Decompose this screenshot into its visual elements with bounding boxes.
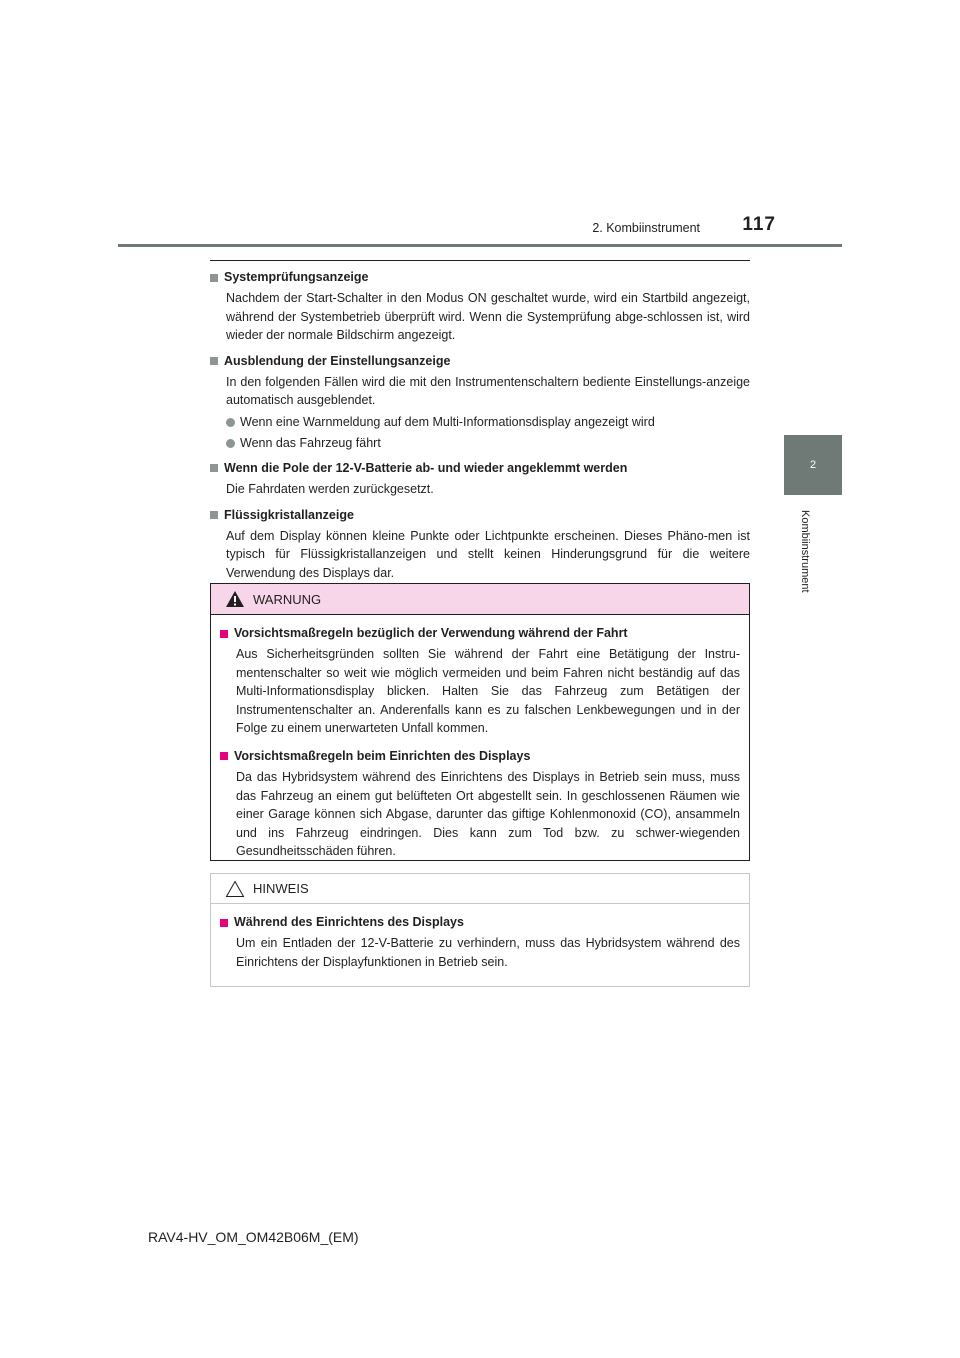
section-text: Die Fahrdaten werden zurückgesetzt. <box>226 481 434 496</box>
chapter-number: 2 <box>809 459 817 471</box>
square-bullet-icon <box>220 630 228 638</box>
page-number: 117 <box>742 214 776 235</box>
square-bullet-icon <box>210 357 218 365</box>
warning-item-heading: Vorsichtsmaßregeln beim Einrichten des Displays <box>220 748 740 765</box>
warning-header <box>211 584 749 615</box>
note-body <box>211 914 749 971</box>
warning-item-heading: Vorsichtsmaßregeln bezüglich der Verwendung während der Fahrt <box>220 625 740 642</box>
section-heading: Wenn die Pole der 12-V-Batterie ab- und wieder angeklemmt werden <box>210 460 750 477</box>
section-title: 2. Kombiinstrument <box>592 221 700 235</box>
section-heading: Systemprüfungsanzeige <box>210 269 750 286</box>
circle-bullet-icon <box>226 418 235 427</box>
warning-triangle-icon <box>225 590 245 608</box>
chapter-tab <box>784 435 842 495</box>
section-heading: Flüssigkristallanzeige <box>210 507 750 524</box>
note-header <box>211 874 749 904</box>
circle-bullet-icon <box>226 439 235 448</box>
warning-item-text: Da das Hybridsystem während des Einrichtens des Displays in Betrieb sein muss, muss das Fahrzeug an einem gut belüfteten Ort abgestellt sein. In geschlossenen Räumen wie einer Garage können sich Abgase, darunter das giftige Kohlenmonoxid (CO), ansammeln und ins Fahrzeug eindringen. Dies kann zum Tod bzw. zu schwer-wiegenden Gesundheitsschäden führen. <box>236 769 740 859</box>
chapter-label: Kombiinstrument <box>799 510 811 593</box>
square-bullet-icon <box>220 752 228 760</box>
section-text: Nachdem der Start-Schalter in den Modus ON geschaltet wurde, wird ein Startbild angezeigt, während der Systembetrieb überprüft wird. Wenn die Systemprüfung abge-schlossen ist, wird wieder der normale Bildschirm angezeigt. <box>226 291 750 343</box>
warning-item-text: Aus Sicherheitsgründen sollten Sie während der Fahrt eine Betätigung der Instru-mentenschalter so weit wie möglich vermeiden und beim Fahren nicht beständig auf das Multi-Informationsdisplay blicken. Halten Sie das Fahrzeug zum Betätigen der Instrumentenschalter an. Anderenfalls kann es zu falschen Lenkbewegungen und in der Folge zu einem unerwarteten Unfall kommen. <box>236 647 740 736</box>
list-item: Wenn das Fahrzeug fährt <box>226 435 750 452</box>
warning-title: WARNUNG <box>253 591 322 607</box>
note-item-text: Um ein Entladen der 12-V-Batterie zu verhindern, muss das Hybridsystem während des Einrichtens der Displayfunktionen in Betrieb sein. <box>236 936 740 969</box>
warning-body <box>211 625 749 861</box>
note-item-heading: Während des Einrichtens des Displays <box>220 914 740 931</box>
square-bullet-icon <box>210 274 218 282</box>
main-content <box>210 260 750 582</box>
square-bullet-icon <box>220 919 228 927</box>
list-item: Wenn eine Warnmeldung auf dem Multi-Informationsdisplay angezeigt wird <box>226 414 750 431</box>
section-text: In den folgenden Fällen wird die mit den Instrumentenschaltern bediente Einstellungs-anzeige automatisch ausgeblendet. <box>226 374 750 408</box>
square-bullet-icon <box>210 464 218 472</box>
section-heading: Ausblendung der Einstellungsanzeige <box>210 353 750 370</box>
note-title: HINWEIS <box>253 881 309 896</box>
manual-code: RAV4-HV_OM_OM42B06M_(EM) <box>148 1229 359 1245</box>
caution-triangle-outline-icon <box>225 880 245 898</box>
warning-box <box>210 583 750 861</box>
square-bullet-icon <box>210 511 218 519</box>
header-rule <box>118 244 842 247</box>
note-box <box>210 873 750 987</box>
content-top-rule <box>210 260 750 261</box>
section-text: Auf dem Display können kleine Punkte oder Lichtpunkte erscheinen. Dieses Phäno-men ist typisch für Flüssigkristallanzeigen und stellt keinen Hinderungsgrund für die weitere Verwendung des Displays dar. <box>226 528 750 580</box>
